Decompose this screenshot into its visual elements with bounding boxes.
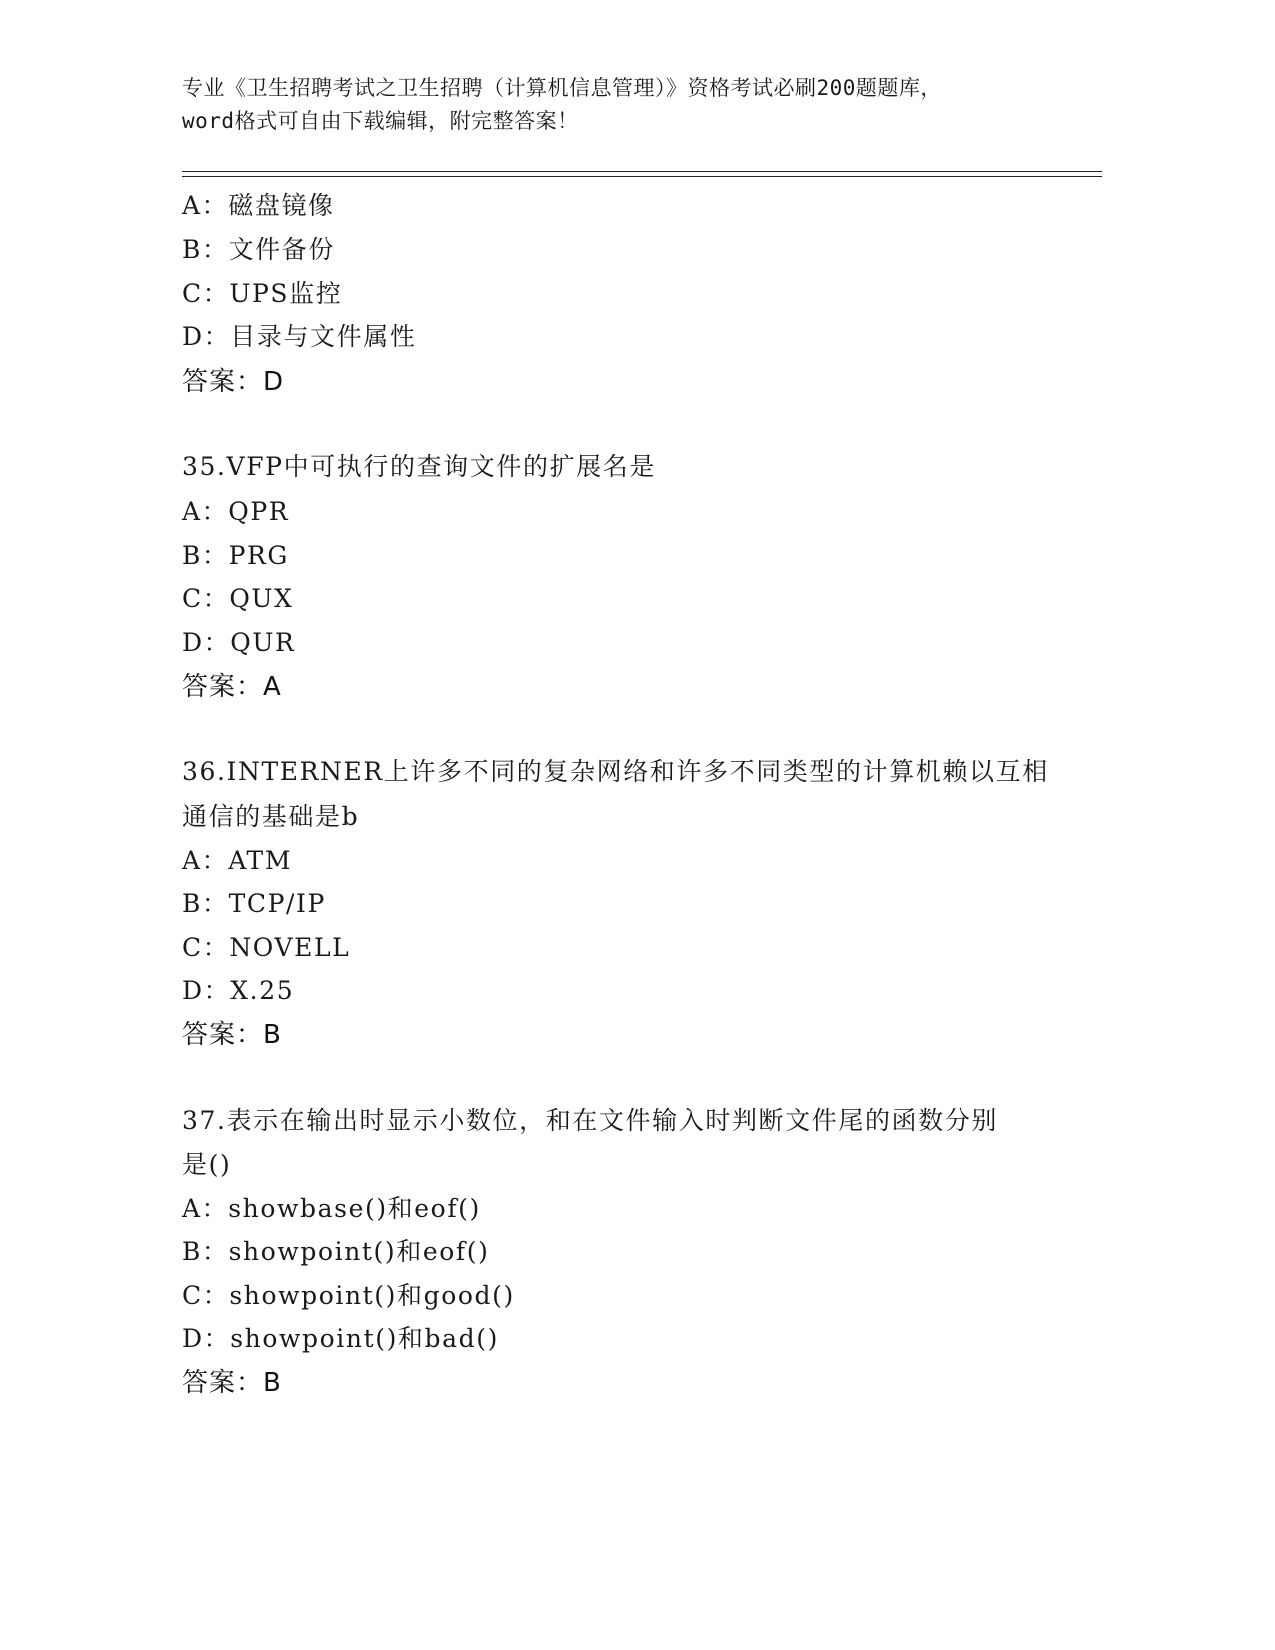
q37-question-line-2: 是(): [182, 1150, 232, 1179]
q37-option-b: B：showpoint()和eof(): [182, 1237, 490, 1266]
header-line-1: 专业《卫生招聘考试之卫生招聘（计算机信息管理）》资格考试必刷200题题库，: [182, 76, 942, 100]
q36-option-c: C：NOVELL: [182, 933, 351, 962]
header-divider-top: [182, 171, 1102, 172]
q36-question-line-2: 通信的基础是b: [182, 802, 360, 831]
q37-option-a: A：showbase()和eof(): [182, 1194, 481, 1223]
q36-option-d: D：X.25: [182, 976, 295, 1005]
q35-answer: 答案：A: [182, 672, 282, 702]
document-header: [182, 72, 1082, 138]
q34-option-c: C：UPS监控: [182, 279, 343, 308]
q36-option-b: B：TCP/IP: [182, 889, 326, 918]
q36-answer: 答案：B: [182, 1020, 282, 1050]
header-divider-bottom: [182, 176, 1102, 177]
q35-option-b: B：PRG: [182, 541, 289, 570]
q36-option-a: A：ATM: [182, 846, 293, 875]
q34-option-d: D：目录与文件属性: [182, 322, 417, 351]
header-line-2: word格式可自由下载编辑，附完整答案！: [182, 109, 579, 133]
q36-question-line-1: 36.INTERNER上许多不同的复杂网络和许多不同类型的计算机赖以互相: [182, 757, 1049, 786]
q35-option-a: A：QPR: [182, 497, 290, 526]
q37-option-c: C：showpoint()和good(): [182, 1281, 515, 1310]
q34-option-a: A：磁盘镜像: [182, 191, 335, 220]
q37-answer: 答案：B: [182, 1368, 282, 1398]
q34-option-b: B：文件备份: [182, 235, 335, 264]
q37-question-line-1: 37.表示在输出时显示小数位，和在文件输入时判断文件尾的函数分别: [182, 1106, 998, 1135]
q37-option-d: D：showpoint()和bad(): [182, 1324, 499, 1353]
q35-option-c: C：QUX: [182, 584, 294, 613]
q34-answer: 答案：D: [182, 367, 285, 397]
q35-option-d: D：QUR: [182, 628, 296, 657]
q35-question: 35.VFP中可执行的查询文件的扩展名是: [182, 452, 656, 481]
